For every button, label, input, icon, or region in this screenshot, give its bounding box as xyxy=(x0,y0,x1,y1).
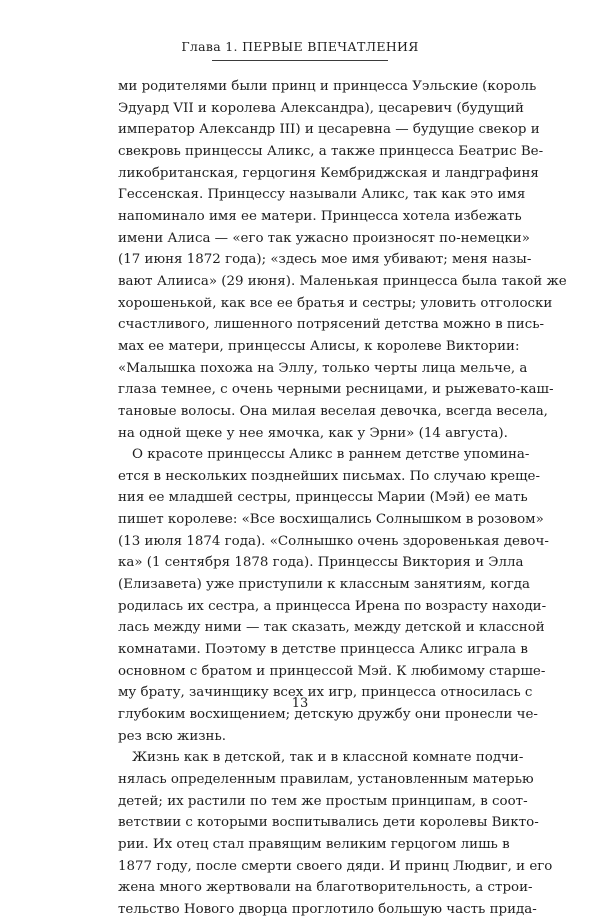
text-line: глаза темнее, с очень черными ресницами, и рыжевато-каш- xyxy=(118,382,554,398)
text-line: Жизнь как в детской, так и в классной комнате подчи- xyxy=(132,750,524,766)
text-line: хорошенькой, как все ее братья и сестры; уловить отголоски xyxy=(118,295,553,311)
page-number: 13 xyxy=(291,696,309,711)
paragraph-3 xyxy=(118,747,553,920)
text-line: тельство Нового дворца проглотило большую часть прида- xyxy=(118,901,537,917)
text-line: вают Алииса» (29 июня). Маленькая принцесса была такой же xyxy=(118,273,567,289)
text-line: на одной щеке у нее ямочка, как у Эрни» (14 августа). xyxy=(118,425,508,441)
text-line: мах ее матери, принцессы Алисы, к королеве Виктории: xyxy=(118,338,520,354)
text-line: рез всю жизнь. xyxy=(118,728,227,744)
text-line: император Александр III) и цесаревна — будущие свекор и xyxy=(118,122,540,138)
text-line: ка» (1 сентября 1878 года). Принцессы Виктория и Элла xyxy=(118,555,524,571)
text-line: (17 июня 1872 года); «здесь мое имя убивают; меня назы- xyxy=(118,252,532,268)
text-line: ется в нескольких позднейших письмах. По случаю крещe- xyxy=(118,468,541,484)
text-line: лась между ними — так сказать, между детской и классной xyxy=(118,620,545,636)
text-line: (13 июля 1874 года). «Солнышко очень здоровенькая девоч- xyxy=(118,533,549,549)
text-line: пишет королеве: «Все восхищались Солнышком в розовом» xyxy=(118,512,544,528)
running-head: Глава 1. ПЕРВЫЕ ВПЕЧАТЛЕНИЯ xyxy=(181,39,419,54)
text-line: тановые волосы. Она милая веселая девочка, всегда весела, xyxy=(118,403,548,419)
text-line: родилась их сестра, а принцесса Ирена по возрасту находи- xyxy=(118,598,547,614)
text-line: счастливого, лишенного потрясений детства можно в пись- xyxy=(118,317,545,333)
text-line: ми родителями были принц и принцесса Уэльские (король xyxy=(118,79,537,94)
text-line: рии. Их отец стал правящим великим герцогом лишь в xyxy=(118,836,510,852)
text-line: О красоте принцессы Аликс в раннем детстве упомина- xyxy=(132,447,530,463)
text-line: нялась определенным правилам, установленным матерью xyxy=(118,772,534,787)
text-line: свекровь принцессы Аликс, а также принцесса Беатрис Ве- xyxy=(118,143,544,159)
running-head-rule xyxy=(212,60,388,61)
text-line: жена много жертвовали на благотворительность, а строи- xyxy=(118,880,533,896)
text-line: ветствии с которыми воспитывались дети королевы Викто- xyxy=(118,815,539,831)
body-text xyxy=(118,76,567,921)
text-line: му брату, зачинщику всех их игр, принцесса относилась с xyxy=(118,685,533,701)
text-line: Эдуард VII и королева Александра), цесаревич (будущий xyxy=(118,100,524,116)
text-line: комнатами. Поэтому в детстве принцесса Аликс играла в xyxy=(118,642,528,658)
text-line: 1877 году, после смерти своего дяди. И принц Людвиг, и его xyxy=(118,858,553,874)
text-line: (Елизавета) уже приступили к классным занятиям, когда xyxy=(118,577,530,593)
text-line: напоминало имя ее матери. Принцесса хотела избежать xyxy=(118,208,522,224)
text-line: Гессенская. Принцессу называли Аликс, так как это имя xyxy=(118,187,526,203)
text-line: имени Алиса — «его так ужасно произносят по-немецки» xyxy=(118,230,530,246)
text-line: глубоким восхищением; детскую дружбу они пронесли че- xyxy=(118,707,538,723)
paragraph-1 xyxy=(118,76,567,444)
text-line: «Малышка похожа на Эллу, только черты лица мельче, а xyxy=(118,360,528,376)
text-line: детей; их растили по тем же простым принципам, в соот- xyxy=(118,793,528,809)
text-line: ликобританская, герцогиня Кембриджская и ландграфиня xyxy=(118,165,539,181)
text-line: основном с братом и принцессой Мэй. К любимому старше- xyxy=(118,663,546,679)
text-line: ния ее младшей сестры, принцессы Марии (Мэй) ее мать xyxy=(118,490,528,506)
